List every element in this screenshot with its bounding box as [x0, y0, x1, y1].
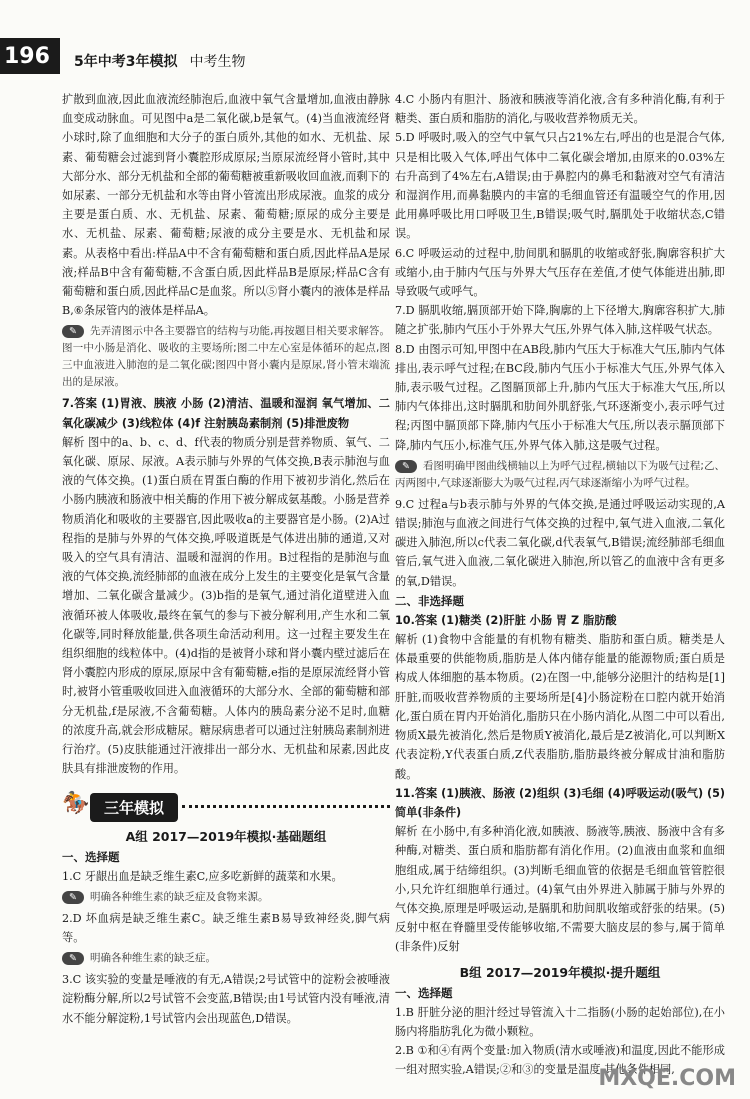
tip-note [62, 323, 390, 391]
question-answer: 4.C 小肠内有胆汁、肠液和胰液等消化液,含有多种消化酶,有利于糖类、蛋白质和脂肪的消化,与吸收营养物质无关。 [395, 93, 725, 126]
banner-title: 三年模拟 [90, 793, 178, 822]
question-answer: 5.D 呼吸时,吸入的空气中氧气只占21%左右,呼出的也是混合气体,只是相比吸入气体,呼出气体中二氧化碳会增加,由原来的0.03%左右升高到了4%左右,A错误;由于鼻腔内的鼻毛和黏液对空气有清洁和湿润作用,而鼻黏膜内的丰富的毛细血管还有温暖空气的作用,因此用鼻呼吸比用口呼吸卫生,B错误;吸气时,膈肌处于收缩状态,C错误。 [395, 131, 725, 241]
page-header [0, 0, 750, 78]
explanation: 解析 (1)食物中含能量的有机物有糖类、脂肪和蛋白质。糖类是人体最重要的供能物质,脂肪是人体内储存能量的能源物质;蛋白质是构成人体细胞的基本物质。(2)在图一中,能够分泌胆汁的结构是[1]肝脏,而吸收营养物质的主要场所是[4]小肠淀粉在口腔内就开始消化,蛋白质在胃内开始消化,脂肪只在小肠内消化,从图二中可以看出,物质X最先被消化,然后是物质Y被消化,最后是Z被消化,可以判断X代表淀粉,Y代表蛋白质,Z代表脂肪,脂肪最终被分解成甘油和脂肪酸。 [395, 633, 725, 781]
question-answer: 6.C 呼吸运动的过程中,肋间肌和膈肌的收缩或舒张,胸廓容积扩大或缩小,由于肺内气压与外界大气压存在差值,才使气体能进出肺,即导致吸气或呼气。 [395, 246, 725, 299]
group-title: B组 2017—2019年模拟·提升题组 [459, 964, 661, 980]
tip-note [62, 889, 390, 906]
question-answer: 7.D 膈肌收缩,膈顶部开始下降,胸廓的上下径增大,胸廓容积扩大,肺随之扩张,肺内气压小于外界大气压,外界气体入肺,这样吸气状态。 [395, 304, 725, 337]
group-title: A组 2017—2019年模拟·基础题组 [125, 828, 327, 844]
section-title: 一、选择题 [395, 985, 453, 1000]
right-column [395, 90, 725, 1079]
question-answer: 2.D 坏血病是缺乏维生素C。缺乏维生素B易导致神经炎,脚气病等。 [62, 911, 390, 944]
question-answer: 1.C 牙龈出血是缺乏维生素C,应多吃新鲜的蔬菜和水果。 [62, 869, 343, 883]
explanation: 解析 图中的a、b、c、d、f代表的物质分别是营养物质、氧气、二氧化碳、原尿、尿液。A表示肺与外界的气体交换,B表示肺泡与血液的气体交换。(1)蛋白质在胃蛋白酶的作用下被初步消化,然后在小肠内胰液和肠液中相关酶的作用下被分解成氨基酸。小肠是营养物质消化和吸收的主要器官,因此吸收a的主要器官是小肠。(2)A过程指的是肺与外界的气体交换,呼吸道既是气体进出肺的通道,又对吸入的空气具有清洁、温暖和湿润的作用。B过程指的是肺泡与血液的气体交换,流经肺部的血液在成分上发生的主要变化是氧气含量增加、二氧化碳含量减少。(3)b指的是氧气,通过消化道壁进入血液循环被人体吸收,最终在氧气的参与下被分解利用,产生水和二氧化碳等,同时释放能量,供各项生命活动利用。这一过程主要发生在组织细胞的线粒体中。(4)d指的是被肾小球和肾小囊内壁过滤后在肾小囊腔内形成的原尿,原尿中含有葡萄糖,e指的是原尿流经肾小管时,被肾小管重吸收回进入血液循环的大部分水、全部的葡萄糖和部分无机盐,f是尿液,不含葡萄糖。人体内的胰岛素分泌不足时,血糖的浓度升高,就会形成糖尿。糖尿病患者可以通过注射胰岛素制剂进行治疗。(5)皮肤能通过汗液排出一部分水、无机盐和尿素,因此皮肤具有排泄废物的作用。 [62, 435, 390, 776]
watermark-logo: MXQE.COM [598, 1066, 736, 1091]
question-answer: 1.B 肝脏分泌的胆汁经过导管流入十二指肠(小肠的起始部位),在小肠内将脂肪乳化为微小颗粒。 [395, 1005, 725, 1038]
left-column [62, 90, 390, 1028]
answer-line: 10.答案 (1)糖类 (2)肝脏 小肠 胃 Z 脂肪酸 [395, 613, 617, 627]
explanation: 解析 在小肠中,有多种消化液,如胰液、肠液等,胰液、肠液中含有多种酶,对糖类、蛋白质和脂肪都有消化作用。(2)血液由血浆和血细胞组成,属于结缔组织。(3)判断毛细血管的依据是毛细血管管腔很小,只允许红细胞单行通过。(4)氧气由外界进入肺属于肺与外界的气体交换,原理是呼吸运动,是膈肌和肋间肌收缩或舒张的结果。(5)反射中枢在脊髓里受传能够收缩,不需要大脑皮层的参与,属于简单(非条件)反射 [395, 825, 725, 954]
tip-tag: ✎ [62, 891, 84, 904]
tip-note [62, 950, 390, 967]
book-title [74, 51, 245, 71]
tip-text: 明确各种维生素的缺乏症及食物来源。 [89, 890, 269, 903]
tip-tag: ✎ [62, 325, 84, 338]
tip-text: 明确各种维生素的缺乏症。 [89, 952, 216, 965]
question-answer: 3.C 该实验的变量是唾液的有无,A错误;2号试管中的淀粉会被唾液淀粉酶分解,所以2号试管不会变蓝,B错误;由1号试管内没有唾液,清水不能分解淀粉,1号试管内会出现蓝色,D错误。 [62, 973, 390, 1025]
tip-tag: ✎ [62, 952, 84, 965]
answer-line: 7.答案 (1)胃液、胰液 小肠 (2)清洁、温暖和湿润 氧气增加、二氧化碳减少 (3)线粒体 (4)f 注射胰岛素制剂 (5)排泄废物 [62, 397, 390, 430]
tip-tag: ✎ [395, 460, 417, 473]
answer-line: 11.答案 (1)胰液、肠液 (2)组织 (3)毛细 (4)呼吸运动(吸气) (5)简单(非条件) [395, 786, 725, 819]
book-subject: 中考生物 [189, 54, 246, 70]
tip-note [395, 458, 725, 492]
section-title: 一、选择题 [62, 849, 120, 864]
book-title-text: 5年中考3年模拟 [74, 54, 178, 70]
question-answer: 2.B ①和④有两个变量:加入物质(清水或唾液)和温度,因此不能形成一组对照实验,A错误;②和③的变量是温度,其他条件相同, [395, 1043, 725, 1077]
tip-text: 先弄清图示中各主要器官的结构与功能,再按题目相关要求解答。图一中小肠是消化、吸收的主要场所;图二中左心室是体循环的起点,图三中血液进入肺泡的是二氧化碳;图四中肾小囊内是原尿,肾小管末端流出的是尿液。 [62, 325, 390, 389]
section-title: 二、非选择题 [395, 593, 464, 608]
page-number: 196 [4, 44, 50, 69]
tip-text: 看图明确甲图曲线横轴以上为呼气过程,横轴以下为吸气过程;乙、丙两图中,气球逐渐膨大为吸气过程,丙气球逐渐缩小为呼气过程。 [395, 459, 725, 489]
banner-divider [182, 805, 390, 808]
section-banner [62, 791, 390, 821]
mascot-icon: 🏇 [62, 790, 90, 816]
question-answer: 8.D 由图示可知,甲图中在AB段,肺内气压大于标准大气压,肺内气体排出,表示呼气过程;在BC段,肺内气压小于标准大气压,外界气体入肺,表示吸气过程。乙图膈顶部上升,肺内气压大于标准大气压,所以肺内气体排出,这时膈肌和肋间外肌舒张,气环逐渐变小,表示呼气过程;丙图中膈顶部下降,肺内气压小于标准大气压,所以表示膈顶部下降,肺内气压小,标准气压,外界气体入肺,这是吸气过程。 [395, 342, 725, 452]
paragraph: 扩散到血液,因此血液流经肺泡后,血液中氧气含量增加,血液由静脉血变成动脉血。可见图中a是二氧化碳,b是氧气。(4)当血液流经肾小球时,除了血细胞和大分子的蛋白质外,其他的如水、无机盐、尿素、葡萄糖会过滤到肾小囊腔形成原尿;当原尿流经肾小管时,其中大部分水、部分无机盐和全部的葡萄糖被重新吸收回血液,而剩下的如尿素、一部分无机盐和水等由肾小管流出形成尿液。血浆的成分主要是蛋白质、水、无机盐、尿素、葡萄糖;原尿的成分主要是水、无机盐、尿素、葡萄糖;尿液的成分主要是水、无机盐和尿素。从表格中看出:样品A中不含有葡萄糖和蛋白质,因此样品A是尿液;样品B中含有葡萄糖,不含蛋白质,因此样品B是原尿;样品C含有葡萄糖和蛋白质,因此样品C是血浆。所以⑤肾小囊内的液体是样品B,⑥条尿管内的液体是样品A。 [62, 93, 390, 318]
question-answer: 9.C 过程a与b表示肺与外界的气体交换,是通过呼吸运动实现的,A错误;肺泡与血液之间进行气体交换的过程中,氧气进入血液,二氧化碳进入肺泡,所以c代表二氧化碳,d代表氧气,B错误;流经肺部毛细血管后,氧气进入血液,二氧化碳进入肺泡,所以管乙的血液中含有更多的氧,D错误。 [395, 497, 725, 588]
